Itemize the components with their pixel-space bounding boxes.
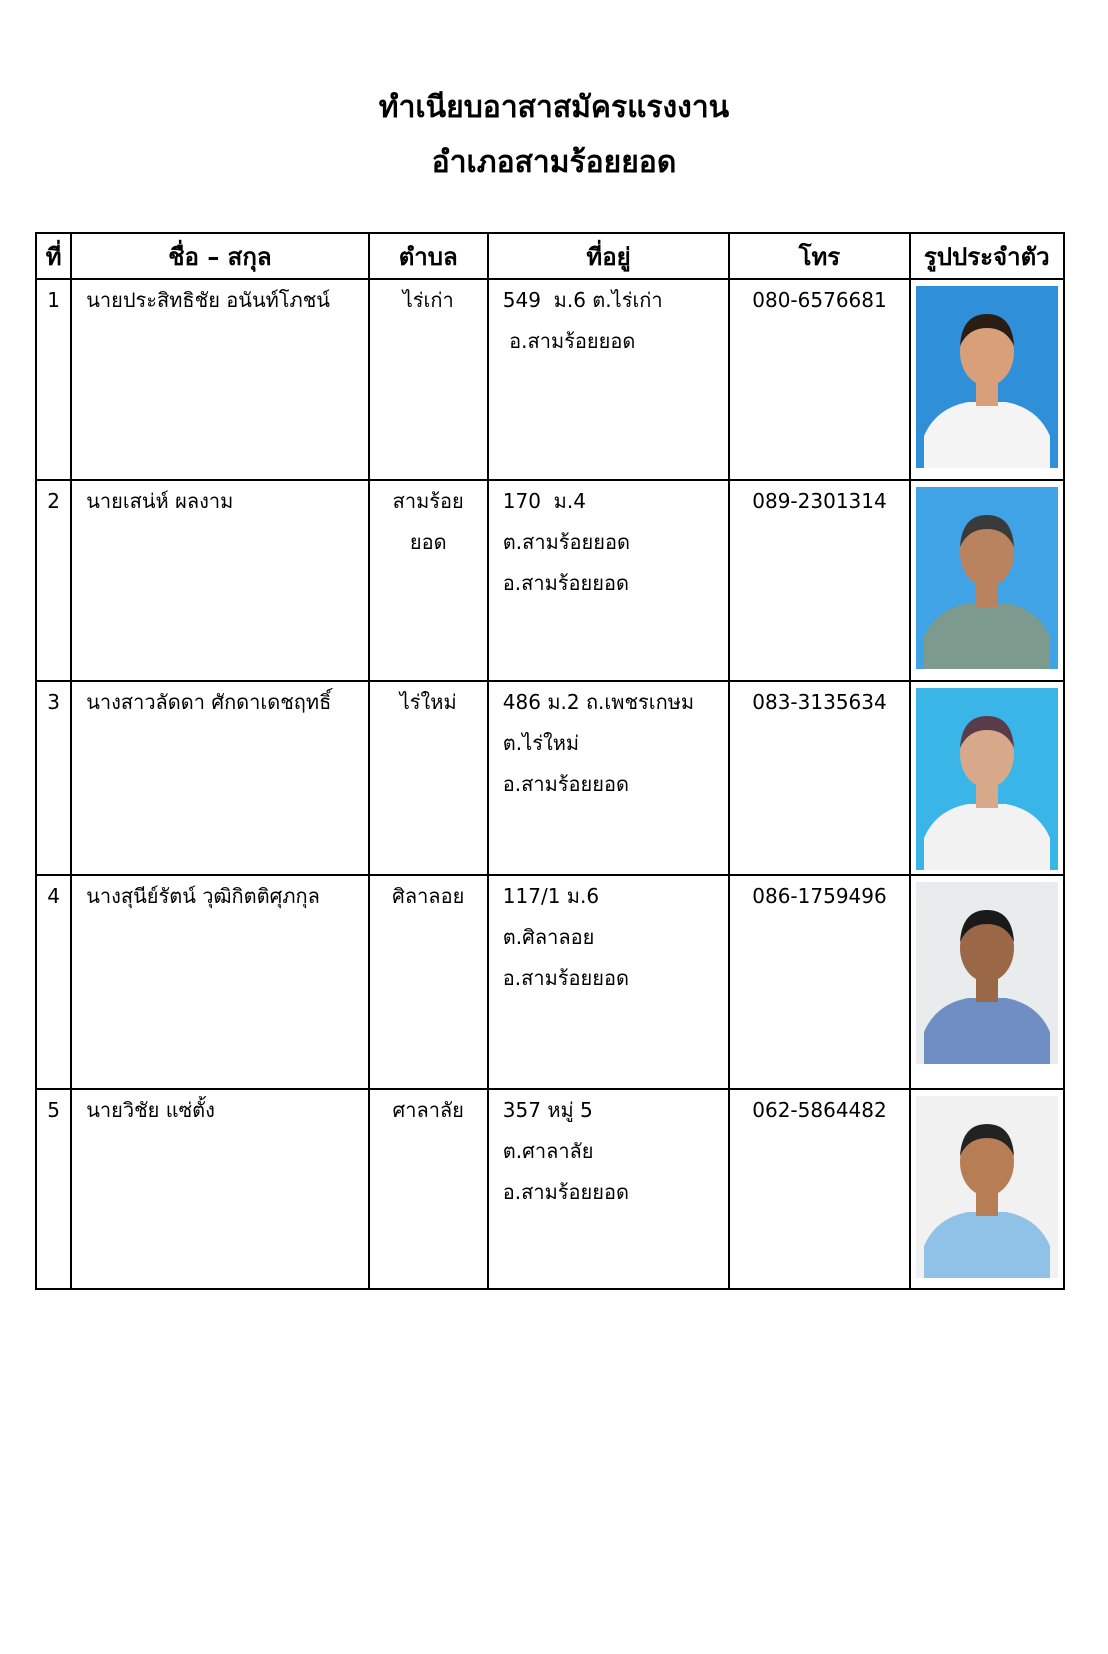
row-subdistrict	[369, 681, 488, 875]
row-number: 1	[36, 279, 71, 480]
address-line: อ.สามร้อยยอด	[502, 1180, 629, 1204]
table-row	[36, 1089, 1064, 1289]
row-photo	[910, 875, 1064, 1089]
row-address	[488, 279, 729, 480]
address-line: ต.ศิลาลอย	[502, 925, 595, 949]
row-name: นายเสน่ห์ ผลงาม	[71, 480, 368, 681]
address-line: 170 ม.4	[502, 489, 586, 513]
subdistrict-line: สามร้อย	[392, 489, 464, 513]
table-row	[36, 279, 1064, 480]
header-address: ที่อยู่	[488, 233, 729, 279]
subdistrict-line: ไร่เก่า	[402, 288, 454, 312]
subdistrict-line: ศิลาลอย	[392, 884, 465, 908]
row-name: นางสาวลัดดา ศักดาเดชฤทธิ์	[71, 681, 368, 875]
row-name: นายวิชัย แซ่ตั้ง	[71, 1089, 368, 1289]
address-line: 486 ม.2 ถ.เพชรเกษม	[502, 690, 695, 714]
row-phone: 086-1759496	[729, 875, 909, 1089]
address-line: 357 หมู่ 5	[502, 1098, 593, 1122]
address-line: ต.ไร่ใหม่	[502, 731, 580, 755]
row-name: นางสุนีย์รัตน์ วุฒิกิตติศุภกุล	[71, 875, 368, 1089]
row-photo	[910, 681, 1064, 875]
address-line: 117/1 ม.6	[502, 884, 600, 908]
row-phone: 062-5864482	[729, 1089, 909, 1289]
row-address	[488, 681, 729, 875]
portrait-photo	[916, 487, 1058, 669]
table-body	[36, 279, 1064, 1289]
subdistrict-line: ศาลาลัย	[392, 1098, 464, 1122]
portrait-photo	[916, 882, 1058, 1064]
table-header-row	[36, 233, 1064, 279]
subdistrict-line: ยอด	[409, 530, 447, 554]
row-number: 4	[36, 875, 71, 1089]
portrait-photo	[916, 286, 1058, 468]
header-no: ที่	[36, 233, 71, 279]
header-phone: โทร	[729, 233, 909, 279]
volunteer-table	[35, 232, 1065, 1290]
row-address	[488, 875, 729, 1089]
row-phone: 083-3135634	[729, 681, 909, 875]
table-row	[36, 480, 1064, 681]
row-subdistrict	[369, 1089, 488, 1289]
page-title: ทำเนียบอาสาสมัครแรงงาน	[378, 90, 730, 125]
row-photo	[910, 480, 1064, 681]
portrait-photo	[916, 688, 1058, 870]
row-number: 5	[36, 1089, 71, 1289]
portrait-photo	[916, 1096, 1058, 1278]
address-line: อ.สามร้อยยอด	[502, 571, 629, 595]
address-line: อ.สามร้อยยอด	[502, 329, 636, 353]
address-line: 549 ม.6 ต.ไร่เก่า	[502, 288, 663, 312]
header-photo: รูปประจำตัว	[910, 233, 1064, 279]
subdistrict-line: ไร่ใหม่	[399, 690, 457, 714]
page-subtitle: อำเภอสามร้อยยอด	[431, 145, 677, 180]
row-subdistrict	[369, 279, 488, 480]
row-name: นายประสิทธิชัย อนันท์โภชน์	[71, 279, 368, 480]
address-line: อ.สามร้อยยอด	[502, 966, 629, 990]
row-number: 3	[36, 681, 71, 875]
row-subdistrict	[369, 480, 488, 681]
row-address	[488, 1089, 729, 1289]
row-phone: 089-2301314	[729, 480, 909, 681]
address-line: อ.สามร้อยยอด	[502, 772, 629, 796]
address-line: ต.สามร้อยยอด	[502, 530, 630, 554]
header-name: ชื่อ – สกุล	[71, 233, 368, 279]
table-row	[36, 681, 1064, 875]
row-number: 2	[36, 480, 71, 681]
row-photo	[910, 279, 1064, 480]
row-address	[488, 480, 729, 681]
header-subdistrict: ตำบล	[369, 233, 488, 279]
row-subdistrict	[369, 875, 488, 1089]
row-photo	[910, 1089, 1064, 1289]
address-line: ต.ศาลาลัย	[502, 1139, 594, 1163]
table-row	[36, 875, 1064, 1089]
row-phone: 080-6576681	[729, 279, 909, 480]
